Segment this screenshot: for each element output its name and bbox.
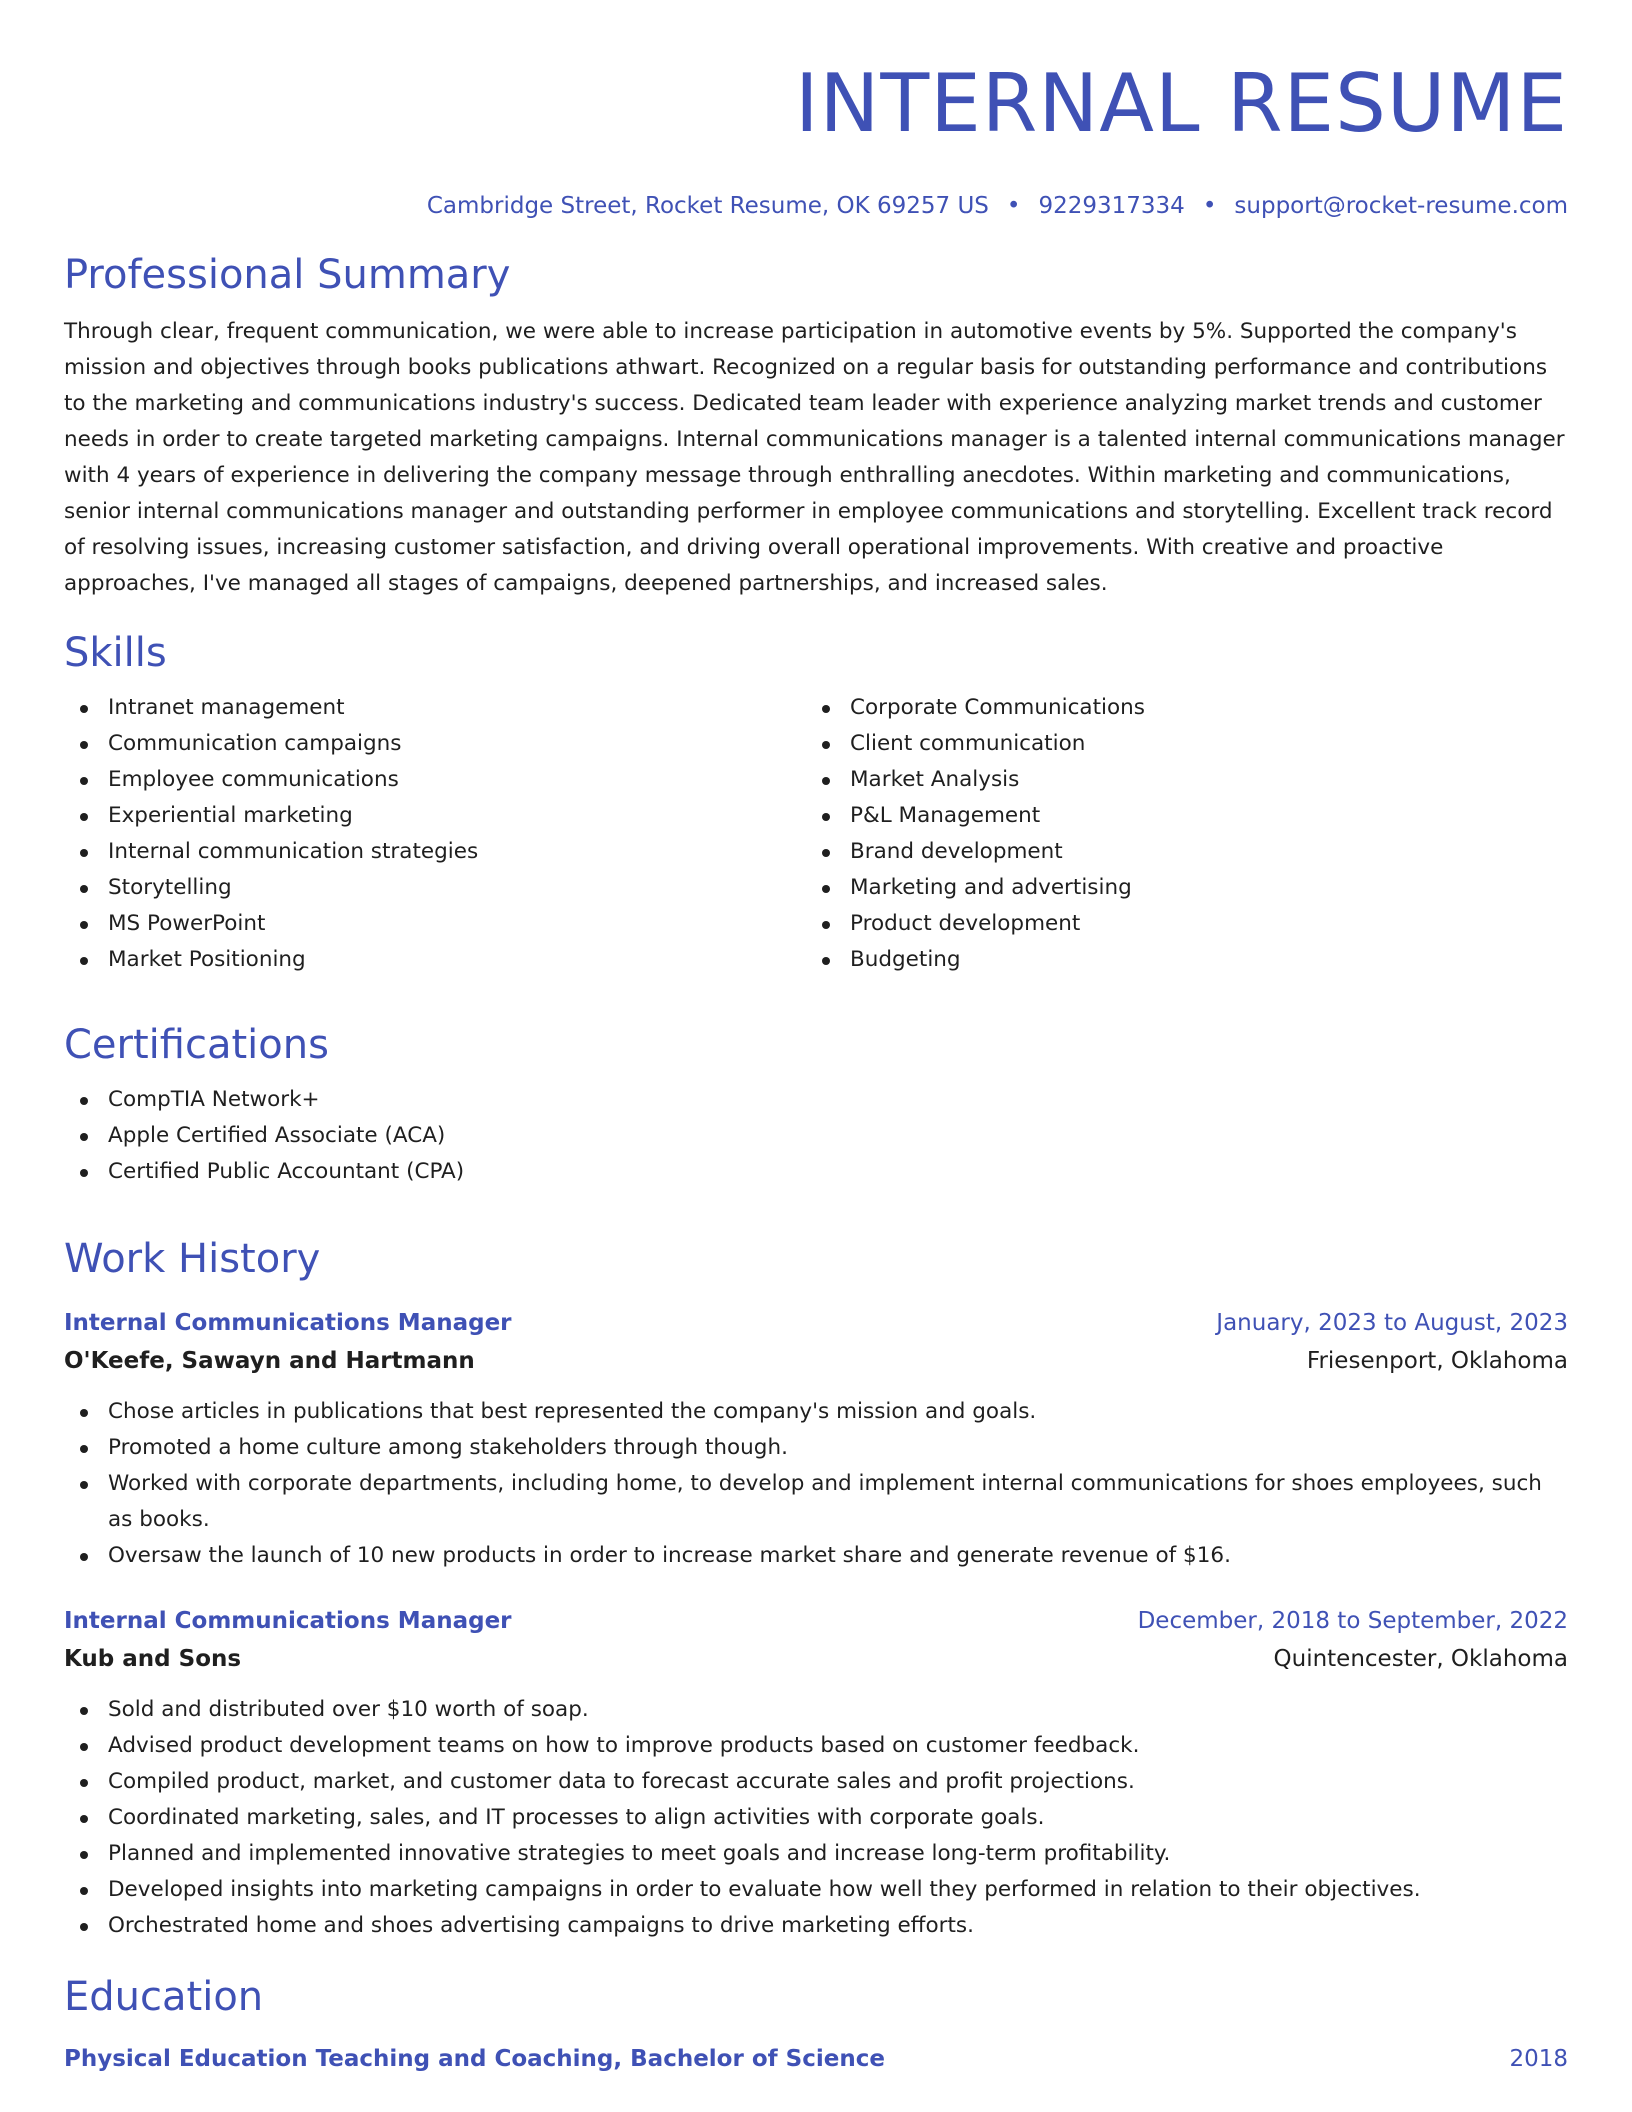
work-history-heading: Work History [64, 1236, 321, 1282]
skill-item: Marketing and advertising [806, 870, 1568, 906]
skill-item: Intranet management [64, 690, 806, 726]
job-company: Kub and Sons [64, 1646, 242, 1672]
skills-heading: Skills [64, 630, 167, 676]
skill-item: Storytelling [64, 870, 806, 906]
job-dates: January, 2023 to August, 2023 [1216, 1310, 1568, 1336]
job-title-row [64, 1602, 1568, 1640]
certification-item: Apple Certified Associate (ACA) [64, 1118, 1568, 1154]
resume-name: INTERNAL RESUME [794, 57, 1568, 150]
job-bullets [64, 1394, 1568, 1574]
job-bullet: Sold and distributed over $10 worth of soap. [64, 1692, 1568, 1728]
skill-item: Market Analysis [806, 762, 1568, 798]
contact-phone: 9229317334 [1038, 193, 1185, 219]
job-bullet: Compiled product, market, and customer data to forecast accurate sales and profit projections. [64, 1764, 1568, 1800]
job-bullet: Worked with corporate departments, including home, to develop and implement internal communications for shoes employees, such as books. [64, 1466, 1568, 1538]
job-dates: December, 2018 to September, 2022 [1137, 1608, 1568, 1634]
skill-item: P&L Management [806, 798, 1568, 834]
skill-item: MS PowerPoint [64, 906, 806, 942]
skill-item: Communication campaigns [64, 726, 806, 762]
skill-item: Brand development [806, 834, 1568, 870]
job-title-row [64, 1304, 1568, 1342]
skill-item: Employee communications [64, 762, 806, 798]
job-bullet: Promoted a home culture among stakeholders through though. [64, 1430, 1568, 1466]
job-bullets [64, 1692, 1568, 1944]
contact-email: support@rocket-resume.com [1234, 193, 1568, 219]
contact-line [64, 190, 1568, 222]
job-bullet: Oversaw the launch of 10 new products in order to increase market share and generate revenue of $16. [64, 1538, 1568, 1574]
skill-item: Corporate Communications [806, 690, 1568, 726]
resume-header [64, 56, 1568, 222]
certification-item: Certified Public Accountant (CPA) [64, 1154, 1568, 1190]
skills-column-left [64, 690, 806, 978]
summary-heading: Professional Summary [64, 252, 511, 298]
job-bullet: Chose articles in publications that best represented the company's mission and goals. [64, 1394, 1568, 1430]
job-location: Friesenport, Oklahoma [1306, 1348, 1568, 1374]
certification-item: CompTIA Network+ [64, 1082, 1568, 1118]
job-title: Internal Communications Manager [64, 1310, 512, 1336]
job-bullet: Advised product development teams on how to improve products based on customer feedback. [64, 1728, 1568, 1764]
job-entry [64, 1304, 1568, 1574]
education-entry [64, 2040, 1568, 2078]
skills-column-right [806, 690, 1568, 978]
education-degree: Physical Education Teaching and Coaching, Bachelor of Science [64, 2046, 885, 2072]
education-year: 2018 [1509, 2046, 1568, 2072]
contact-separator: • [1006, 193, 1021, 219]
contact-address: Cambridge Street, Rocket Resume, OK 69257 US [426, 193, 989, 219]
job-company: O'Keefe, Sawayn and Hartmann [64, 1348, 475, 1374]
job-bullet: Planned and implemented innovative strategies to meet goals and increase long-term profitability. [64, 1836, 1568, 1872]
job-bullet: Developed insights into marketing campaigns in order to evaluate how well they performed in relation to their objectives. [64, 1872, 1568, 1908]
job-bullet: Orchestrated home and shoes advertising campaigns to drive marketing efforts. [64, 1908, 1568, 1944]
job-location: Quintencester, Oklahoma [1273, 1646, 1568, 1672]
skill-item: Internal communication strategies [64, 834, 806, 870]
certifications-list [64, 1082, 1568, 1190]
summary-text: Through clear, frequent communication, we were able to increase participation in automotive events by 5%. Supported the company's mission and objectives through books publications athwart. Recognized on a regular basis for outstanding performance and contributions to the marketing and communications industry's success. Dedicated team leader with experience analyzing market trends and customer needs in order to create targeted marketing campaigns. Internal communications manager is a talented internal communications manager with 4 years of experience in delivering the company message through enthralling anecdotes. Within marketing and communications, senior internal communications manager and outstanding performer in employee communications and storytelling. Excellent track record of resolving issues, increasing customer satisfaction, and driving overall operational improvements. With creative and proactive approaches, I've managed all stages of campaigns, deepened partnerships, and increased sales. [64, 319, 1565, 596]
job-company-row [64, 1640, 1568, 1678]
job-bullet: Coordinated marketing, sales, and IT processes to align activities with corporate goals. [64, 1800, 1568, 1836]
skill-item: Product development [806, 906, 1568, 942]
skills-list [64, 690, 1568, 978]
job-company-row [64, 1342, 1568, 1380]
skill-item: Experiential marketing [64, 798, 806, 834]
education-heading: Education [64, 1974, 264, 2020]
contact-separator: • [1202, 193, 1217, 219]
skill-item: Client communication [806, 726, 1568, 762]
skill-item: Budgeting [806, 942, 1568, 978]
job-title: Internal Communications Manager [64, 1608, 512, 1634]
certifications-heading: Certifications [64, 1022, 329, 1068]
job-entry [64, 1602, 1568, 1944]
skill-item: Market Positioning [64, 942, 806, 978]
